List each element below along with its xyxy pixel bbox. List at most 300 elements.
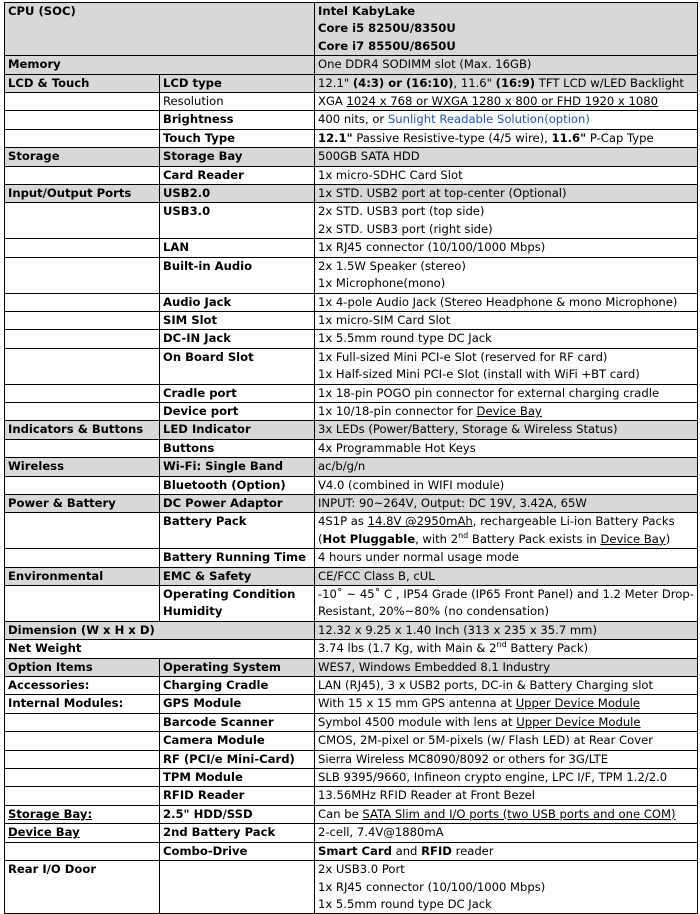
- table-row: [5, 384, 698, 402]
- value-text: 11.6": [551, 130, 587, 145]
- value-text: INPUT: 90~264V, Output: DC 19V, 3.42A, 65W: [318, 495, 587, 510]
- value-text: 400 nits, or: [318, 112, 388, 127]
- category-cell: [5, 658, 160, 676]
- value-text: 1x Microphone(mono): [318, 276, 446, 291]
- value-cell: [315, 567, 698, 585]
- category-label: CPU (SOC): [8, 4, 76, 18]
- table-row: [5, 203, 698, 239]
- table-row: [5, 402, 698, 420]
- table-row: [5, 586, 698, 622]
- category-cell: [5, 166, 160, 184]
- value-line: [318, 130, 694, 147]
- value-line: [318, 275, 694, 292]
- item-cell: [160, 458, 315, 476]
- category-cell: [5, 439, 160, 457]
- category-cell: [5, 769, 160, 787]
- item-label: EMC & Safety: [163, 568, 252, 583]
- table-row: [5, 567, 698, 585]
- table-row: [5, 330, 698, 348]
- value-cell: [315, 402, 698, 420]
- item-cell: [160, 769, 315, 787]
- item-cell: [160, 203, 315, 239]
- item-label: Battery Running Time: [163, 550, 306, 565]
- category-cell: [5, 348, 160, 384]
- value-line: [318, 714, 694, 731]
- value-line: [318, 896, 694, 913]
- value-text: 1x 5.5mm round type DC Jack: [318, 331, 492, 346]
- category-cell: [5, 476, 160, 494]
- item-label: RFID Reader: [163, 788, 245, 803]
- value-cell: [315, 586, 698, 622]
- value-cell: [315, 787, 698, 805]
- value-text: P-Cap Type: [586, 130, 654, 145]
- item-cell: [160, 129, 315, 147]
- value-line: [318, 861, 694, 878]
- value-text: 2x USB3.0 Port: [318, 862, 405, 877]
- value-text: Symbol 4500 module with lens at: [318, 714, 517, 729]
- value-line: [318, 751, 694, 768]
- value-cell: [315, 439, 698, 457]
- item-label: TPM Module: [163, 770, 243, 785]
- value-text: SLB 9395/9660, Infineon crypto engine, LPC I/F, TPM 1.2/2.0: [318, 770, 668, 785]
- table-row: [5, 549, 698, 567]
- value-text: LAN (RJ45), 3 x USB2 ports, DC-in & Battery Charging slot: [318, 678, 654, 693]
- value-cell: [315, 166, 698, 184]
- category-cell: [5, 330, 160, 348]
- category-cell: [5, 239, 160, 257]
- spec-table-body: [5, 3, 698, 914]
- item-label: Storage Bay: [163, 149, 243, 164]
- category-cell: [5, 93, 160, 111]
- item-label: USB2.0: [163, 186, 211, 201]
- value-cell: [315, 805, 698, 823]
- item-label: Card Reader: [163, 167, 244, 182]
- value-text: nd: [496, 640, 507, 650]
- category-cell: [5, 677, 160, 695]
- value-text: 4x Programmable Hot Keys: [318, 440, 476, 455]
- value-line: [318, 622, 694, 639]
- category-label: Power & Battery: [8, 495, 116, 510]
- value-cell: [315, 824, 698, 842]
- category-label: Storage: [8, 149, 60, 164]
- value-text: CE/FCC Class B, cUL: [318, 568, 435, 583]
- item-cell: [160, 93, 315, 111]
- value-text: RFID: [421, 843, 452, 858]
- table-row: [5, 769, 698, 787]
- value-cell: [315, 513, 698, 549]
- value-line: [318, 568, 694, 585]
- item-label: Device port: [163, 403, 239, 418]
- value-text: 13.56MHz RFID Reader at Front Bezel: [318, 788, 536, 803]
- table-row: [5, 421, 698, 439]
- category-label: Device Bay: [8, 825, 80, 840]
- value-cell: [315, 750, 698, 768]
- table-row: [5, 842, 698, 860]
- value-text: reader: [451, 843, 494, 858]
- value-text: , rechargeable Li-ion Battery Packs: [472, 514, 675, 529]
- item-label: Operating System: [163, 659, 281, 674]
- value-cell: [315, 311, 698, 329]
- category-cell: [5, 805, 160, 823]
- category-cell: [5, 750, 160, 768]
- value-line: [318, 421, 694, 438]
- item-cell: [160, 750, 315, 768]
- category-cell: [5, 732, 160, 750]
- value-cell: [315, 695, 698, 713]
- value-text: nd: [458, 530, 469, 540]
- value-line: [318, 75, 694, 92]
- value-cell: [315, 458, 698, 476]
- spec-table: [4, 2, 698, 914]
- value-text: (4:3) or (16:10): [352, 75, 454, 90]
- value-text: Core i7 8550U/8650U: [318, 38, 456, 53]
- category-cell: [5, 129, 160, 147]
- value-line: [318, 258, 694, 275]
- value-text: 3x LEDs (Power/Battery, Storage & Wireless Status): [318, 422, 618, 437]
- item-label: 2.5" HDD/SSD: [163, 806, 253, 821]
- value-line: [318, 843, 694, 860]
- value-cell: [315, 640, 698, 658]
- value-cell: [315, 185, 698, 203]
- value-line: [318, 458, 694, 475]
- value-line: [318, 477, 694, 494]
- value-line: [318, 221, 694, 238]
- value-line: [318, 38, 694, 55]
- value-line: [318, 603, 694, 620]
- value-line: [318, 111, 694, 128]
- value-text: , 11.6": [453, 75, 496, 90]
- value-text: Battery Pack exists in: [468, 531, 601, 546]
- value-line: [318, 385, 694, 402]
- item-label: Resolution: [163, 94, 224, 109]
- category-label: Dimension (W x H x D): [8, 622, 155, 637]
- table-row: [5, 239, 698, 257]
- value-text: 1x Full-sized Mini PCI-e Slot (reserved for RF card): [318, 349, 608, 364]
- item-label: Cradle port: [163, 385, 237, 400]
- item-cell: [160, 805, 315, 823]
- table-row: [5, 293, 698, 311]
- value-line: [318, 148, 694, 165]
- item-cell: [160, 384, 315, 402]
- value-cell: [315, 677, 698, 695]
- category-cell: [5, 257, 160, 293]
- item-label: SIM Slot: [163, 312, 218, 327]
- item-label: Combo-Drive: [163, 843, 248, 858]
- item-cell: [160, 842, 315, 860]
- item-label: LCD type: [163, 75, 222, 90]
- item-cell: [160, 111, 315, 129]
- value-text: 2x 1.5W Speaker (stereo): [318, 258, 466, 273]
- item-label: Touch Type: [163, 130, 236, 145]
- value-cell: [315, 621, 698, 639]
- category-cell: [5, 513, 160, 549]
- value-line: [318, 294, 694, 311]
- category-label: Input/Output Ports: [8, 186, 132, 201]
- item-cell: [160, 787, 315, 805]
- item-cell: [160, 293, 315, 311]
- table-row: [5, 458, 698, 476]
- item-label: LAN: [163, 240, 190, 255]
- value-line: [318, 695, 694, 712]
- value-text: 500GB SATA HDD: [318, 149, 420, 164]
- category-label: Option Items: [8, 659, 93, 674]
- value-text: -10˚ ~ 45˚ C , IP54 Grade (IP65 Front Panel) and 1.2 Meter Drop-: [318, 587, 694, 601]
- value-line: [318, 513, 694, 530]
- value-text: 1x RJ45 connector (10/100/1000 Mbps): [318, 879, 546, 894]
- value-text: 1x micro-SDHC Card Slot: [318, 167, 463, 182]
- category-cell: [5, 842, 160, 860]
- value-cell: [315, 476, 698, 494]
- value-cell: [315, 93, 698, 111]
- table-row: [5, 56, 698, 74]
- value-line: [318, 824, 694, 841]
- item-label: On Board Slot: [163, 349, 254, 364]
- category-cell: [5, 713, 160, 731]
- value-cell: [315, 257, 698, 293]
- value-cell: [315, 148, 698, 166]
- value-text: One DDR4 SODIMM slot (Max. 16GB): [318, 57, 532, 72]
- value-text: 1x 4-pole Audio Jack (Stereo Headphone & mono Microphone): [318, 294, 678, 309]
- category-cell: [5, 824, 160, 842]
- value-text: TFT LCD w/LED Backlight: [535, 75, 684, 90]
- value-cell: [315, 111, 698, 129]
- value-line: [318, 312, 694, 329]
- table-row: [5, 805, 698, 823]
- value-cell: [315, 842, 698, 860]
- table-row: [5, 713, 698, 731]
- value-text: Resistant, 20%~80% (no condensation): [318, 604, 550, 619]
- category-cell: [5, 621, 315, 639]
- value-cell: [315, 239, 698, 257]
- value-text: 12.1": [318, 130, 353, 145]
- category-label: Rear I/O Door: [8, 862, 97, 877]
- item-label: Barcode Scanner: [163, 714, 274, 729]
- value-line: [318, 203, 694, 220]
- item-cell: [160, 257, 315, 293]
- value-cell: [315, 732, 698, 750]
- value-text: 2-cell, 7.4V@1880mA: [318, 825, 444, 840]
- value-text: Device Bay: [600, 531, 666, 546]
- item-label: GPS Module: [163, 696, 242, 711]
- value-line: [318, 20, 694, 37]
- value-text: Passive Resistive-type (4/5 wire),: [352, 130, 552, 145]
- category-cell: [5, 311, 160, 329]
- value-line: [318, 185, 694, 202]
- value-text: 1x 10/18-pin connector for: [318, 403, 477, 418]
- table-row: [5, 257, 698, 293]
- table-row: [5, 824, 698, 842]
- value-line: [318, 806, 694, 823]
- value-text: XGA: [318, 94, 347, 109]
- value-cell: [315, 74, 698, 92]
- item-label: Wi-Fi: Single Band: [163, 459, 284, 474]
- value-text: 4 hours under normal usage mode: [318, 550, 519, 565]
- item-label: Bluetooth (Option): [163, 477, 286, 492]
- item-label: Operating Condition: [163, 587, 296, 601]
- table-row: [5, 111, 698, 129]
- table-row: [5, 311, 698, 329]
- value-text: (16:9): [495, 75, 536, 90]
- value-cell: [315, 384, 698, 402]
- value-cell: [315, 421, 698, 439]
- value-text: Upper Device Module: [516, 714, 641, 729]
- category-cell: [5, 549, 160, 567]
- value-text: Core i5 8250U/8350U: [318, 21, 456, 36]
- value-text: 4S1P as: [318, 514, 368, 529]
- value-cell: [315, 203, 698, 239]
- table-row: [5, 476, 698, 494]
- table-row: [5, 494, 698, 512]
- item-label: LED Indicator: [163, 422, 251, 437]
- table-row: [5, 185, 698, 203]
- value-cell: [315, 658, 698, 676]
- value-text: Sunlight Readable Solution(option): [387, 112, 590, 127]
- category-cell: [5, 293, 160, 311]
- value-text: 12.32 x 9.25 x 1.40 Inch (313 x 235 x 35.7 mm): [318, 622, 597, 637]
- value-text: 1x Half-sized Mini PCI-e Slot (install with WiFi +BT card): [318, 367, 640, 382]
- table-row: [5, 439, 698, 457]
- value-cell: [315, 769, 698, 787]
- value-text: 1x 18-pin POGO pin connector for external charging cradle: [318, 385, 660, 400]
- item-cell: [160, 658, 315, 676]
- value-text: V4.0 (combined in WIFI module): [318, 477, 505, 492]
- item-cell: [160, 695, 315, 713]
- category-label: Wireless: [8, 459, 64, 474]
- value-line: [318, 677, 694, 694]
- value-text: Hot Pluggable: [322, 531, 416, 546]
- value-cell: [315, 56, 698, 74]
- item-cell: [160, 148, 315, 166]
- table-row: [5, 129, 698, 147]
- category-label: Internal Modules:: [8, 696, 124, 711]
- item-cell: [160, 494, 315, 512]
- item-label: Built-in Audio: [163, 258, 253, 273]
- value-line: [318, 879, 694, 896]
- value-cell: [315, 330, 698, 348]
- value-text: , with 2: [415, 531, 459, 546]
- value-text: 12.1": [318, 75, 353, 90]
- item-cell: [160, 549, 315, 567]
- item-cell: [160, 439, 315, 457]
- item-label: Charging Cradle: [163, 678, 269, 693]
- value-line: [318, 167, 694, 184]
- category-label: Storage Bay:: [8, 806, 93, 821]
- category-cell: [5, 695, 160, 713]
- item-cell: [160, 476, 315, 494]
- item-cell: [160, 732, 315, 750]
- table-row: [5, 621, 698, 639]
- category-label: Environmental: [8, 568, 104, 583]
- table-row: [5, 695, 698, 713]
- value-line: [318, 440, 694, 457]
- item-cell: [160, 166, 315, 184]
- category-cell: [5, 494, 160, 512]
- table-row: [5, 3, 698, 56]
- category-cell: [5, 458, 160, 476]
- value-cell: [315, 861, 698, 914]
- value-line: [318, 239, 694, 256]
- value-line: [318, 366, 694, 383]
- category-cell: [5, 148, 160, 166]
- item-cell: [160, 421, 315, 439]
- item-cell: [160, 586, 315, 622]
- category-cell: [5, 567, 160, 585]
- value-line: [318, 495, 694, 512]
- value-line: [318, 769, 694, 786]
- table-row: [5, 640, 698, 658]
- value-line: [318, 56, 694, 73]
- value-line: [318, 531, 694, 548]
- item-cell: [160, 861, 315, 914]
- category-cell: [5, 185, 160, 203]
- item-cell: [160, 185, 315, 203]
- category-label: Indicators & Buttons: [8, 422, 144, 437]
- value-text: Smart Card: [318, 843, 392, 858]
- item-cell: [160, 311, 315, 329]
- item-label: Buttons: [163, 440, 215, 455]
- value-text: and: [391, 843, 422, 858]
- value-line: [318, 787, 694, 804]
- item-label: Audio Jack: [163, 294, 232, 309]
- table-row: [5, 861, 698, 914]
- item-label: DC-IN Jack: [163, 331, 231, 346]
- value-text: 1x STD. USB2 port at top-center (Optional): [318, 186, 567, 201]
- table-row: [5, 74, 698, 92]
- value-cell: [315, 549, 698, 567]
- item-cell: [160, 513, 315, 549]
- value-text: (: [318, 531, 323, 546]
- category-cell: [5, 203, 160, 239]
- value-cell: [315, 129, 698, 147]
- value-cell: [315, 293, 698, 311]
- value-line: [318, 349, 694, 366]
- item-cell: [160, 713, 315, 731]
- category-cell: [5, 640, 315, 658]
- item-cell: [160, 74, 315, 92]
- value-line: [318, 732, 694, 749]
- value-text: 1x 5.5mm round type DC Jack: [318, 896, 492, 911]
- value-text: Battery Pack): [506, 641, 589, 656]
- item-cell: [160, 330, 315, 348]
- item-label: USB3.0: [163, 204, 211, 219]
- item-cell: [160, 402, 315, 420]
- category-label: LCD & Touch: [8, 75, 90, 90]
- value-text: Upper Device Module: [515, 696, 640, 711]
- value-text: Can be: [318, 806, 363, 821]
- category-cell: [5, 787, 160, 805]
- category-cell: [5, 421, 160, 439]
- category-cell: [5, 3, 315, 56]
- item-label: DC Power Adaptor: [163, 495, 283, 510]
- item-label: Humidity: [163, 604, 223, 619]
- value-text: With 15 x 15 mm GPS antenna at: [318, 696, 516, 711]
- value-line: [318, 640, 694, 657]
- value-text: 1x micro-SIM Card Slot: [318, 312, 451, 327]
- value-text: ac/b/g/n: [318, 459, 366, 474]
- value-text: Sierra Wireless MC8090/8092 or others for 3G/LTE: [318, 751, 609, 766]
- item-cell: [160, 824, 315, 842]
- category-cell: [5, 111, 160, 129]
- category-cell: [5, 56, 315, 74]
- value-text: ): [665, 531, 671, 546]
- value-line: [318, 549, 694, 566]
- value-line: [318, 93, 694, 110]
- item-label: 2nd Battery Pack: [163, 825, 276, 840]
- value-text: 1024 x 768 or WXGA 1280 x 800 or FHD 1920 x 1080: [346, 94, 658, 109]
- table-row: [5, 348, 698, 384]
- table-row: [5, 93, 698, 111]
- value-cell: [315, 713, 698, 731]
